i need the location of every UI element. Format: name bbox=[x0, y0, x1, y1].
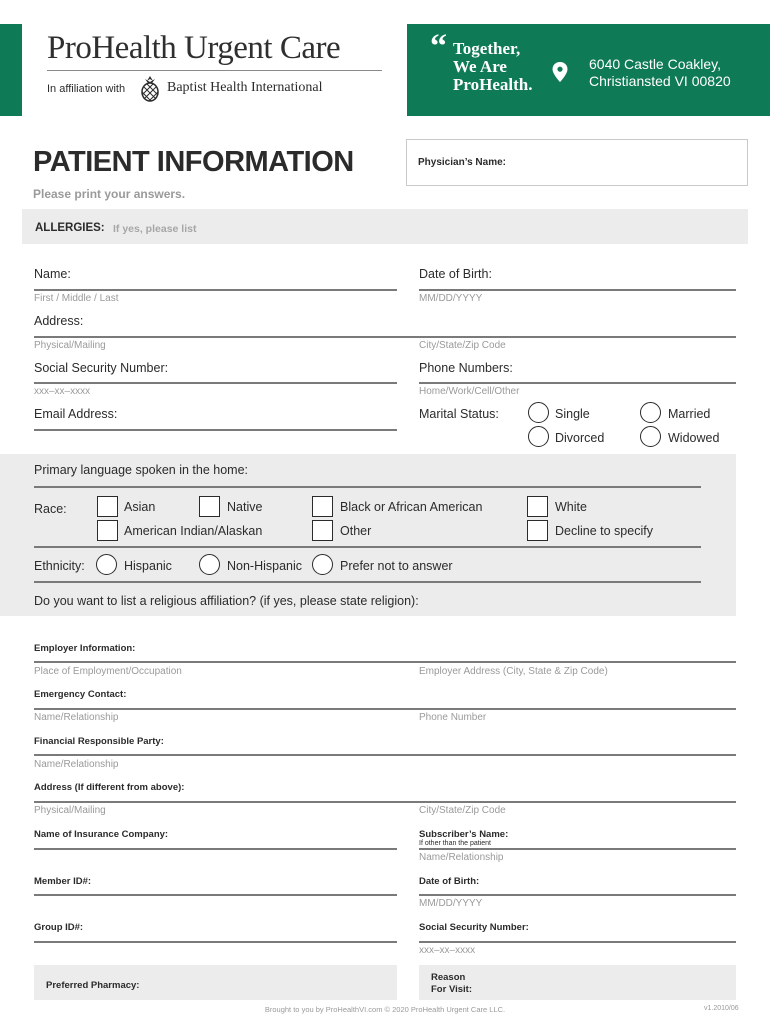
insurance-company-field[interactable] bbox=[34, 848, 397, 850]
member-id-label: Member ID#: bbox=[34, 876, 92, 887]
address-line: 6040 Castle Coakley, bbox=[589, 56, 722, 72]
ethnicity-divider bbox=[34, 581, 701, 583]
race-divider bbox=[34, 546, 701, 548]
pharmacy-label: Preferred Pharmacy: bbox=[46, 980, 140, 991]
dob-field[interactable] bbox=[419, 289, 736, 291]
employer-hint-place: Place of Employment/Occupation bbox=[34, 666, 182, 677]
ethnicity-label: Ethnicity: bbox=[34, 559, 85, 573]
ethnicity-hispanic-label: Hispanic bbox=[124, 559, 172, 573]
financial-party-label: Financial Responsible Party: bbox=[34, 736, 164, 747]
race-label: Race: bbox=[34, 502, 67, 516]
reason-for-visit-label bbox=[431, 972, 472, 996]
alt-address-hint-city: City/State/Zip Code bbox=[419, 805, 506, 816]
brand-divider bbox=[47, 70, 382, 71]
member-id-field[interactable] bbox=[34, 894, 397, 896]
marital-divorced-label: Divorced bbox=[555, 431, 605, 445]
emergency-contact-field[interactable] bbox=[34, 708, 736, 710]
quote-mark: “ bbox=[430, 28, 447, 65]
employer-hint-address: Employer Address (City, State & Zip Code) bbox=[419, 666, 608, 677]
race-native-checkbox[interactable] bbox=[199, 496, 220, 517]
race-black-checkbox[interactable] bbox=[312, 496, 333, 517]
race-white-checkbox[interactable] bbox=[527, 496, 548, 517]
affiliation-label: In affiliation with bbox=[47, 83, 126, 95]
language-field[interactable] bbox=[34, 486, 701, 488]
map-pin-icon bbox=[552, 62, 568, 82]
email-field[interactable] bbox=[34, 429, 397, 431]
ethnicity-prefer-not-radio[interactable] bbox=[312, 554, 333, 575]
phone-label: Phone Numbers: bbox=[419, 361, 513, 375]
clinic-address bbox=[589, 56, 731, 90]
allergies-hint: If yes, please list bbox=[113, 223, 197, 235]
affiliation-name: Baptist Health International bbox=[167, 80, 323, 95]
address-hint-physical: Physical/Mailing bbox=[34, 340, 106, 351]
allergies-label: ALLERGIES: bbox=[35, 222, 105, 234]
marital-widowed-radio[interactable] bbox=[640, 426, 661, 447]
reason-line: For Visit: bbox=[431, 984, 472, 995]
alt-address-label: Address (If different from above): bbox=[34, 782, 185, 793]
brand-name: ProHealth Urgent Care bbox=[47, 30, 341, 66]
race-other-label: Other bbox=[340, 524, 372, 538]
language-label: Primary language spoken in the home: bbox=[34, 463, 249, 477]
financial-hint-name: Name/Relationship bbox=[34, 759, 119, 770]
phone-field[interactable] bbox=[419, 382, 736, 384]
marital-divorced-radio[interactable] bbox=[528, 426, 549, 447]
race-native-label: Native bbox=[227, 500, 263, 514]
employer-field[interactable] bbox=[34, 661, 736, 663]
address-field[interactable] bbox=[34, 336, 736, 338]
slogan bbox=[453, 40, 553, 94]
subscriber-dob-field[interactable] bbox=[419, 894, 736, 896]
race-asian-label: Asian bbox=[124, 500, 156, 514]
address-label: Address: bbox=[34, 314, 84, 328]
race-decline-label: Decline to specify bbox=[555, 524, 653, 538]
subscriber-ssn-label: Social Security Number: bbox=[419, 922, 529, 933]
form-version: v1.2010/06 bbox=[704, 1005, 739, 1012]
physician-name-label: Physician’s Name: bbox=[418, 157, 507, 168]
subscriber-ssn-hint: xxx–xx–xxxx bbox=[419, 945, 476, 956]
employer-label: Employer Information: bbox=[34, 643, 136, 654]
religion-label: Do you want to list a religious affiliation? (if yes, please state religion): bbox=[34, 594, 419, 608]
ethnicity-hispanic-radio[interactable] bbox=[96, 554, 117, 575]
pineapple-logo-icon bbox=[139, 75, 161, 102]
name-hint: First / Middle / Last bbox=[34, 293, 119, 304]
marital-widowed-label: Widowed bbox=[668, 431, 720, 445]
race-asian-checkbox[interactable] bbox=[97, 496, 118, 517]
ethnicity-prefer-not-label: Prefer not to answer bbox=[340, 559, 453, 573]
marital-single-radio[interactable] bbox=[528, 402, 549, 423]
dob-label: Date of Birth: bbox=[419, 267, 492, 281]
ethnicity-non-hispanic-radio[interactable] bbox=[199, 554, 220, 575]
race-white-label: White bbox=[555, 500, 587, 514]
race-decline-checkbox[interactable] bbox=[527, 520, 548, 541]
alt-address-hint-physical: Physical/Mailing bbox=[34, 805, 106, 816]
group-id-label: Group ID#: bbox=[34, 922, 84, 933]
name-label: Name: bbox=[34, 267, 71, 281]
subscriber-name-label: Subscriber’s Name: bbox=[419, 829, 509, 840]
slogan-line: We Are bbox=[453, 57, 507, 76]
ssn-field[interactable] bbox=[34, 382, 397, 384]
race-american-indian-label: American Indian/Alaskan bbox=[124, 524, 263, 538]
subscriber-dob-hint: MM/DD/YYYY bbox=[419, 898, 483, 909]
slogan-line: ProHealth. bbox=[453, 75, 533, 94]
ssn-hint: xxx–xx–xxxx bbox=[34, 386, 91, 397]
insurance-company-label: Name of Insurance Company: bbox=[34, 829, 169, 840]
subscriber-note: If other than the patient bbox=[419, 840, 491, 847]
marital-status-label: Marital Status: bbox=[419, 407, 499, 421]
ethnicity-non-hispanic-label: Non-Hispanic bbox=[227, 559, 303, 573]
ssn-label: Social Security Number: bbox=[34, 361, 169, 375]
slogan-line: Together, bbox=[453, 39, 521, 58]
race-other-checkbox[interactable] bbox=[312, 520, 333, 541]
subscriber-name-field[interactable] bbox=[419, 848, 736, 850]
page-subtitle: Please print your answers. bbox=[33, 187, 186, 201]
footer-credit: Brought to you by ProHealthVI.com © 2020 ProHealth Urgent Care LLC. bbox=[264, 1005, 506, 1014]
name-field[interactable] bbox=[34, 289, 397, 291]
dob-hint: MM/DD/YYYY bbox=[419, 293, 483, 304]
emergency-hint-name: Name/Relationship bbox=[34, 712, 119, 723]
header-accent-strip bbox=[0, 24, 22, 116]
group-id-field[interactable] bbox=[34, 941, 397, 943]
emergency-contact-label: Emergency Contact: bbox=[34, 689, 127, 700]
page-title: PATIENT INFORMATION bbox=[33, 146, 354, 178]
alt-address-field[interactable] bbox=[34, 801, 736, 803]
reason-line: Reason bbox=[431, 972, 466, 983]
emergency-hint-phone: Phone Number bbox=[419, 712, 487, 723]
marital-married-label: Married bbox=[668, 407, 711, 421]
subscriber-ssn-field[interactable] bbox=[419, 941, 736, 943]
race-black-label: Black or African American bbox=[340, 500, 483, 514]
race-american-indian-checkbox[interactable] bbox=[97, 520, 118, 541]
marital-single-label: Single bbox=[555, 407, 590, 421]
email-label: Email Address: bbox=[34, 407, 118, 421]
subscriber-hint: Name/Relationship bbox=[419, 852, 504, 863]
address-hint-city: City/State/Zip Code bbox=[419, 340, 506, 351]
phone-hint: Home/Work/Cell/Other bbox=[419, 386, 520, 397]
address-line: Christiansted VI 00820 bbox=[589, 73, 731, 89]
subscriber-dob-label: Date of Birth: bbox=[419, 876, 480, 887]
marital-married-radio[interactable] bbox=[640, 402, 661, 423]
financial-party-field[interactable] bbox=[34, 754, 736, 756]
